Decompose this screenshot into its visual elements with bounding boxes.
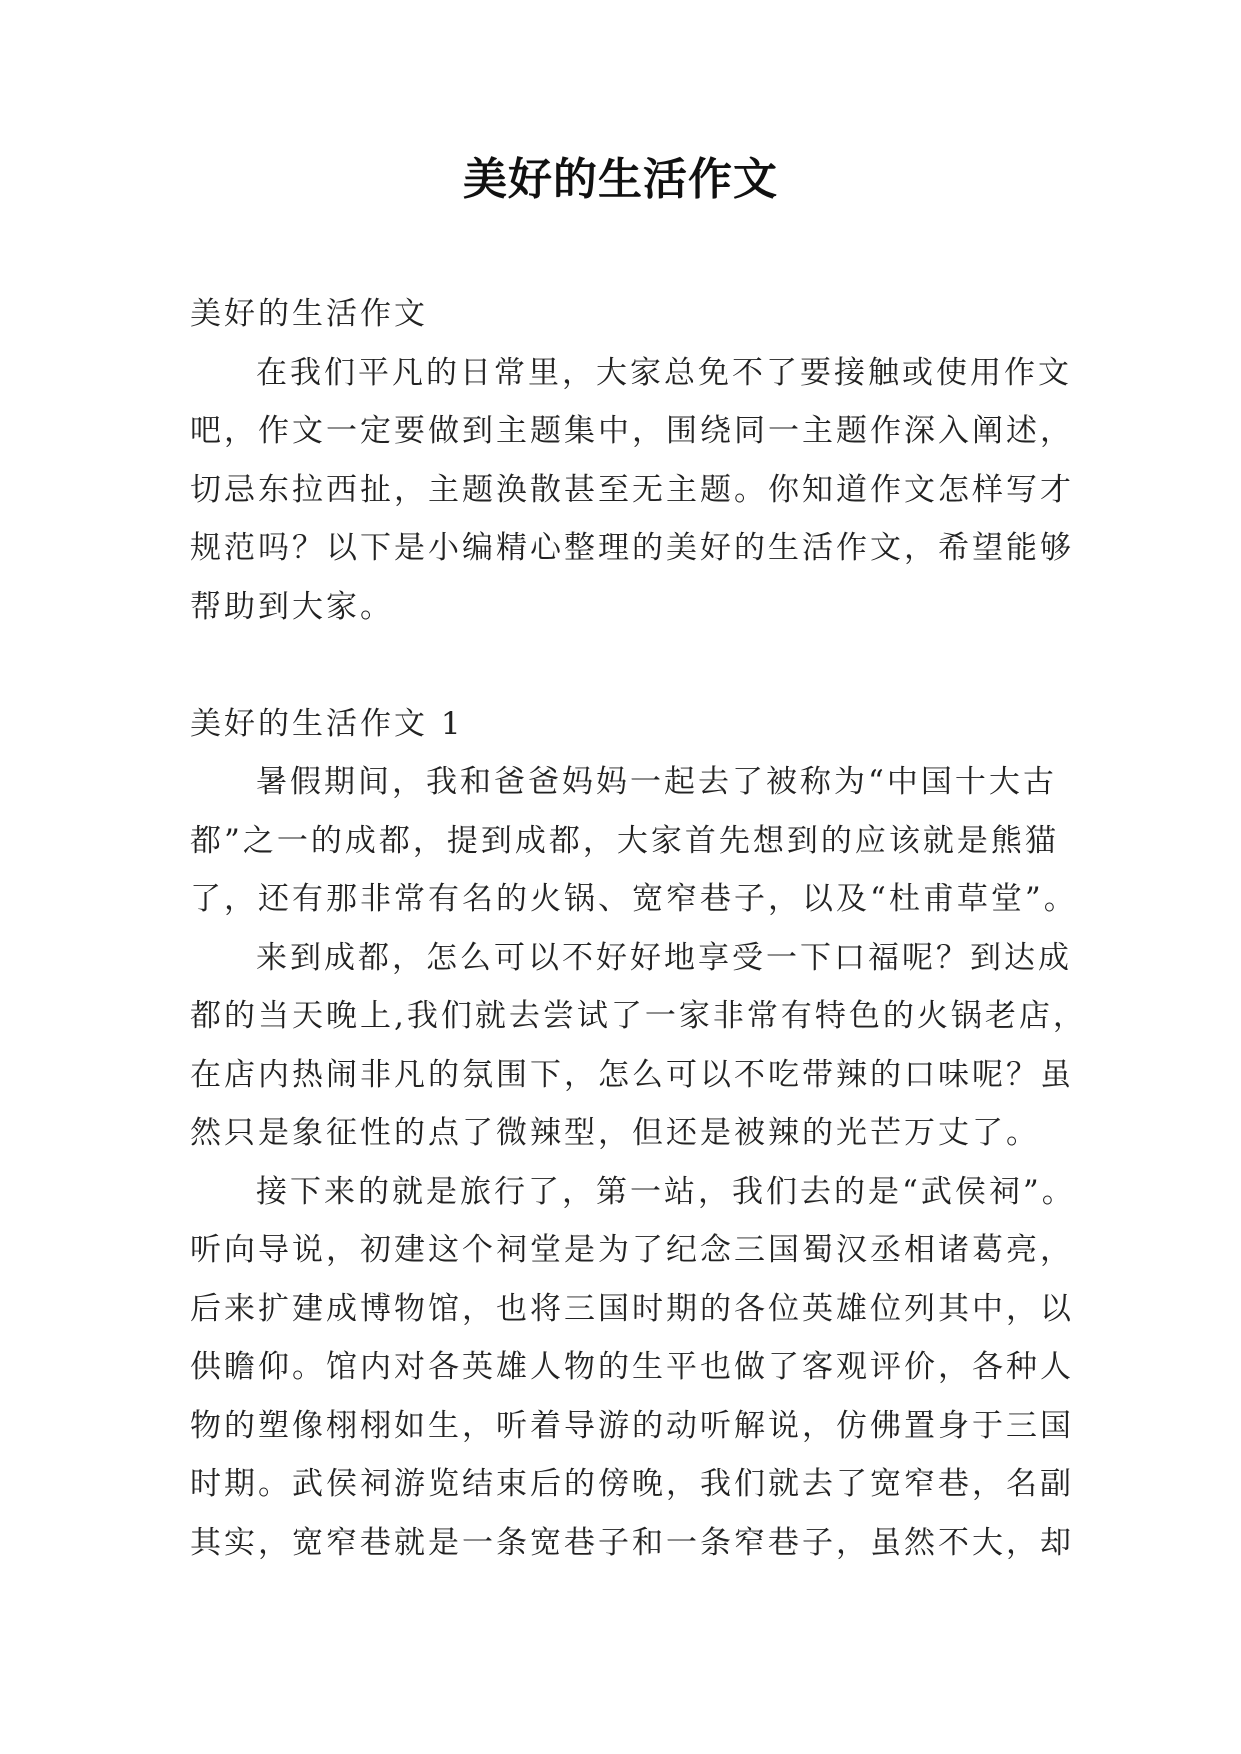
document-body [190, 285, 1087, 1572]
text-line: 其实，宽窄巷就是一条宽巷子和一条窄巷子，虽然不大，却 [190, 1524, 1074, 1561]
text-line: 了，还有那非常有名的火锅、宽窄巷子，以及“杜甫草堂”。 [190, 881, 1078, 917]
text-line-subtitle: 美好的生活作文 [190, 296, 428, 332]
text-line: 暑假期间，我和爸爸妈妈一起去了被称为“中国十大古 [256, 764, 1057, 800]
text-line: 都”之一的成都，提到成都，大家首先想到的应该就是熊猫 [190, 822, 1059, 859]
blank-line [190, 636, 1052, 695]
text-line: 物的塑像栩栩如生，听着导游的动听解说，仿佛置身于三国 [190, 1407, 1074, 1444]
section-heading: 美好的生活作文 1 [190, 705, 464, 742]
document-title: 美好的生活作文 [463, 154, 778, 205]
text-line: 来到成都，怎么可以不好好地享受一下口福呢？到达成 [256, 939, 1072, 976]
text-line: 后来扩建成博物馆，也将三国时期的各位英雄位列其中，以 [190, 1290, 1074, 1327]
text-line: 时期。武侯祠游览结束后的傍晚，我们就去了宽窄巷，名副 [190, 1466, 1074, 1502]
text-line: 供瞻仰。馆内对各英雄人物的生平也做了客观评价，各种人 [190, 1349, 1074, 1385]
text-line: 听向导说，初建这个祠堂是为了纪念三国蜀汉丞相诸葛亮， [190, 1232, 1074, 1268]
text-line: 在我们平凡的日常里，大家总免不了要接触或使用作文 [256, 354, 1072, 391]
text-line: 切忌东拉西扯，主题涣散甚至无主题。你知道作文怎样写才 [190, 471, 1074, 508]
text-line: 然只是象征性的点了微辣型，但还是被辣的光芒万丈了。 [190, 1115, 1040, 1151]
text-line: 帮助到大家。 [190, 588, 394, 625]
text-line: 都的当天晚上,我们就去尝试了一家非常有特色的火锅老店， [190, 998, 1087, 1034]
text-line: 规范吗？以下是小编精心整理的美好的生活作文，希望能够 [190, 530, 1074, 566]
text-line: 在店内热闹非凡的氛围下，怎么可以不吃带辣的口味呢？虽 [190, 1056, 1074, 1093]
text-line: 吧，作文一定要做到主题集中，围绕同一主题作深入阐述， [190, 413, 1074, 449]
text-line: 接下来的就是旅行了，第一站，我们去的是“武侯祠”。 [256, 1173, 1076, 1210]
